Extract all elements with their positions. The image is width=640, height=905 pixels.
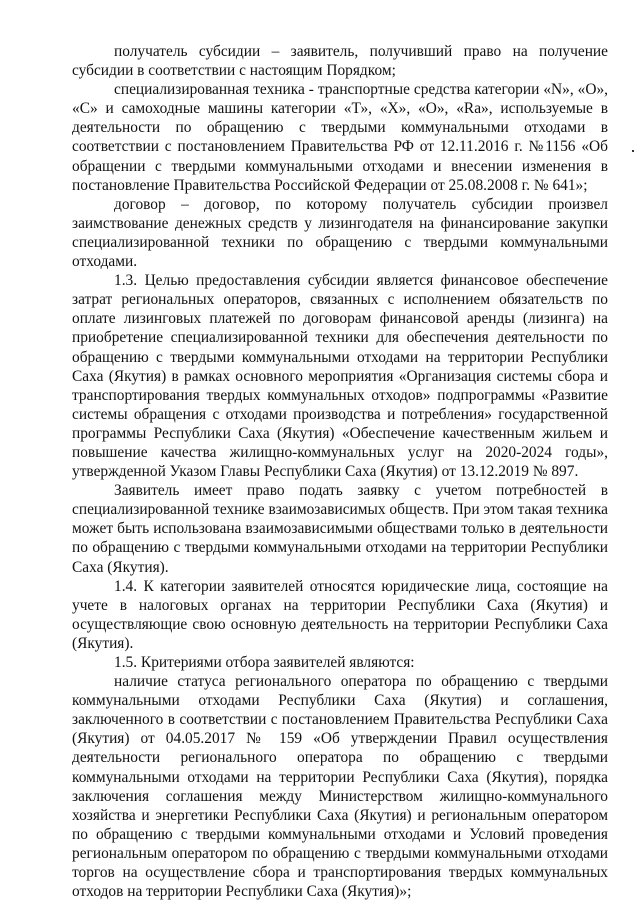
paragraph-1-3-purpose: 1.3. Целью предоставления субсидии является финансовое обеспечение затрат региональных операторов, связанных с исполнением обязательств по оплате лизинговых платежей по договорам финансовой аренды (лизинга) на приобретение специализированной техники для обеспечения деятельности по обращению с твердыми коммунальными отходами на территории Республики Саха (Якутия) в рамках основного мероприятия «Организация системы сбора и транспортирования твердых коммунальных отходов» подпрограммы «Развитие системы обращения с отходами производства и потребления» государственной программы Республики Саха (Якутия) «Обеспечение качественным жильем и повышение качества жилищно-коммунальных услуг на 2020-2024 годы», утвержденной Указом Главы Республики Саха (Якутия) от 13.12.2019 № 897. bbox=[72, 272, 608, 481]
paragraph-special-equipment-definition: специализированная техника - транспортные средства категории «N», «O», «С» и самоходные машины категории «Т», «X», «О», «Ra», используемые в деятельности по обращению с твердыми коммунальными отходами в соответствии с постановлением Правительства РФ от 12.11.2016 г. №1156 «Об обращении с твердыми коммунальными отходами и внесении изменения в постановление Правительства Российской Федерации от 25.08.2008 г. № 641»; bbox=[72, 81, 608, 194]
paragraph-applicant-right: Заявитель имеет право подать заявку с учетом потребностей в специализированной технике взаимозависимых обществ. При этом такая техника может быть использована взаимозависимыми обществами только в деятельности по обращению с твердыми коммунальными отходами на территории Республики Саха (Якутия). bbox=[72, 482, 608, 576]
paragraph-1-5-criteria-heading: 1.5. Критериями отбора заявителей являются: bbox=[114, 654, 415, 671]
scan-edge-mark bbox=[632, 150, 634, 152]
paragraph-operator-status: наличие статуса регионального оператора по обращению с твердыми коммунальными отходами Республики Саха (Якутия) и соглашения, заключенного в соответствии с постановлением Правительства Республики Саха (Якутия) от 04.05.2017 № 159 «Об утверждении Правил осуществления деятельности регионального оператора по обращению с твердыми коммунальными отходами на территории Республики Саха (Якутия), порядка заключения соглашения между Министерством жилищно-коммунального хозяйства и энергетики Республики Саха (Якутия) и региональным оператором по обращению с твердыми коммунальными отходами и Условий проведения региональным оператором по обращению с твердыми коммунальными отходами торгов на осуществление сбора и транспортирования твердых коммунальных отходов на территории Республики Саха (Якутия)»; bbox=[72, 673, 608, 901]
paragraph-contract-definition: договор – договор, по которому получатель субсидии произвел заимствование денежных средств у лизингодателя на финансирование закупки специализированной техники по обращению с твердыми коммунальными отходами. bbox=[72, 195, 608, 271]
paragraph-1-4-categories: 1.4. К категории заявителей относятся юридические лица, состоящие на учете в налоговых органах на территории Республики Саха (Якутия) и осуществляющие свою основную деятельность на территории Республики Саха (Якутия). bbox=[72, 577, 608, 652]
paragraph-recipient-definition: получатель субсидии – заявитель, получивший право на получение субсидии в соответствии с настоящим Порядком; bbox=[72, 43, 608, 80]
document-page bbox=[72, 42, 608, 901]
